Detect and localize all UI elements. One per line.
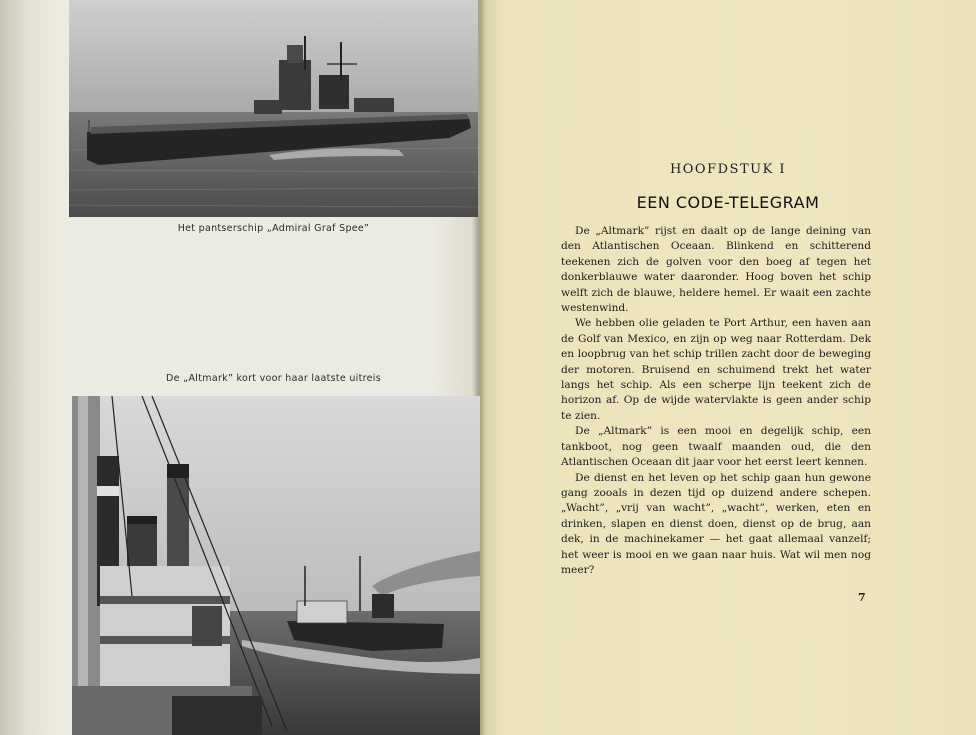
chapter-title: EEN CODE-TELEGRAM — [636, 193, 820, 212]
page-number: 7 — [858, 591, 866, 604]
tanker-photo-caption: De „Altmark” kort voor haar laatste uitreis — [166, 373, 381, 384]
warship-photo-caption: Het pantserschip „Admiral Graf Spee” — [177, 223, 370, 234]
paragraph: De „Altmark” rijst en daalt op de lange deining van den Atlantischen Oceaan. Blinkend en schitterend teekenen zich de golven voor den boeg af tegen het donkerblauwe water daaronder. Hoog boven het schip welft zich de blauwe, heldere hemel. Er waait een zachte westenwind. — [561, 225, 871, 315]
warship-photo — [69, 0, 478, 217]
paragraph: We hebben olie geladen te Port Arthur, een haven aan de Golf van Mexico, en zijn op weg naar Rotterdam. Dek en loopbrug van het schip trillen zacht door de beweging der motoren. Bruisend en schuimend trekt het water langs het schip. Als een scherpe lijn teekent zich de horizon af. Op de wijde watervlakte is geen ander schip te zien. — [561, 317, 871, 422]
paragraph: De dienst en het leven op het schip gaan hun gewone gang zooals in dezen tijd op duizend andere schepen. „Wacht”, „vrij van wacht”, „wacht”, werken, eten en drinken, slapen en dienst doen, dienst op de brug, aan dek, in de machinekamer — het gaat allemaal vanzelf; het weer is mooi en we gaan naar huis. Wat wil men nog meer? — [561, 471, 871, 576]
paragraph: De „Altmark” is een mooi en degelijk schip, een tankboot, nog geen twaalf maanden oud, die den Atlantischen Oceaan dit jaar voor het eerst leert kennen. — [561, 425, 871, 469]
tanker-photo — [72, 396, 480, 735]
chapter-label: HOOFDSTUK I — [669, 162, 787, 177]
chapter-body-text — [561, 224, 871, 578]
